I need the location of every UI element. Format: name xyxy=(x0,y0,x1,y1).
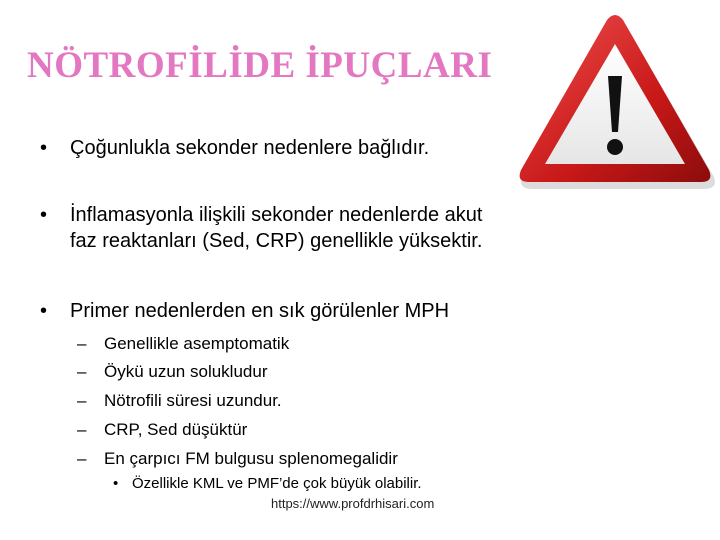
dash-marker: – xyxy=(77,449,87,468)
sub-item-text: Genellikle asemptomatik xyxy=(104,334,290,353)
sub-item-text: Nötrofili süresi uzundur. xyxy=(104,391,282,410)
dash-marker: – xyxy=(77,391,87,410)
sub-item-text: CRP, Sed düşüktür xyxy=(104,420,248,439)
footer-url: https://www.profdrhisari.com xyxy=(271,496,435,511)
bullet-3-text: Primer nedenlerden en sık görülenler MPH xyxy=(70,300,450,322)
bullet-marker: • xyxy=(40,300,48,322)
warning-triangle-icon xyxy=(515,14,715,189)
bullet-marker: • xyxy=(113,475,119,492)
bullet-1-text: Çoğunlukla sekonder nedenlere bağlıdır. xyxy=(70,137,430,159)
bullet-2-text-line-1: İnflamasyonla ilişkili sekonder nedenlerde akut xyxy=(70,204,483,226)
bullet-marker: • xyxy=(40,137,48,159)
slide-title: NÖTROFİLİDE İPUÇLARI xyxy=(27,45,493,86)
sub-sub-item-text: Özellikle KML ve PMF’de çok büyük olabilir. xyxy=(132,475,422,492)
dash-marker: – xyxy=(77,420,87,439)
sub-item-text: En çarpıcı FM bulgusu splenomegalidir xyxy=(104,449,398,468)
bullet-2-text-line-2: faz reaktanları (Sed, CRP) genellikle yüksektir. xyxy=(70,230,483,252)
sub-item-text: Öykü uzun solukludur xyxy=(104,362,268,381)
bullet-marker: • xyxy=(40,204,48,226)
dash-marker: – xyxy=(77,362,87,381)
dash-marker: – xyxy=(77,334,87,353)
